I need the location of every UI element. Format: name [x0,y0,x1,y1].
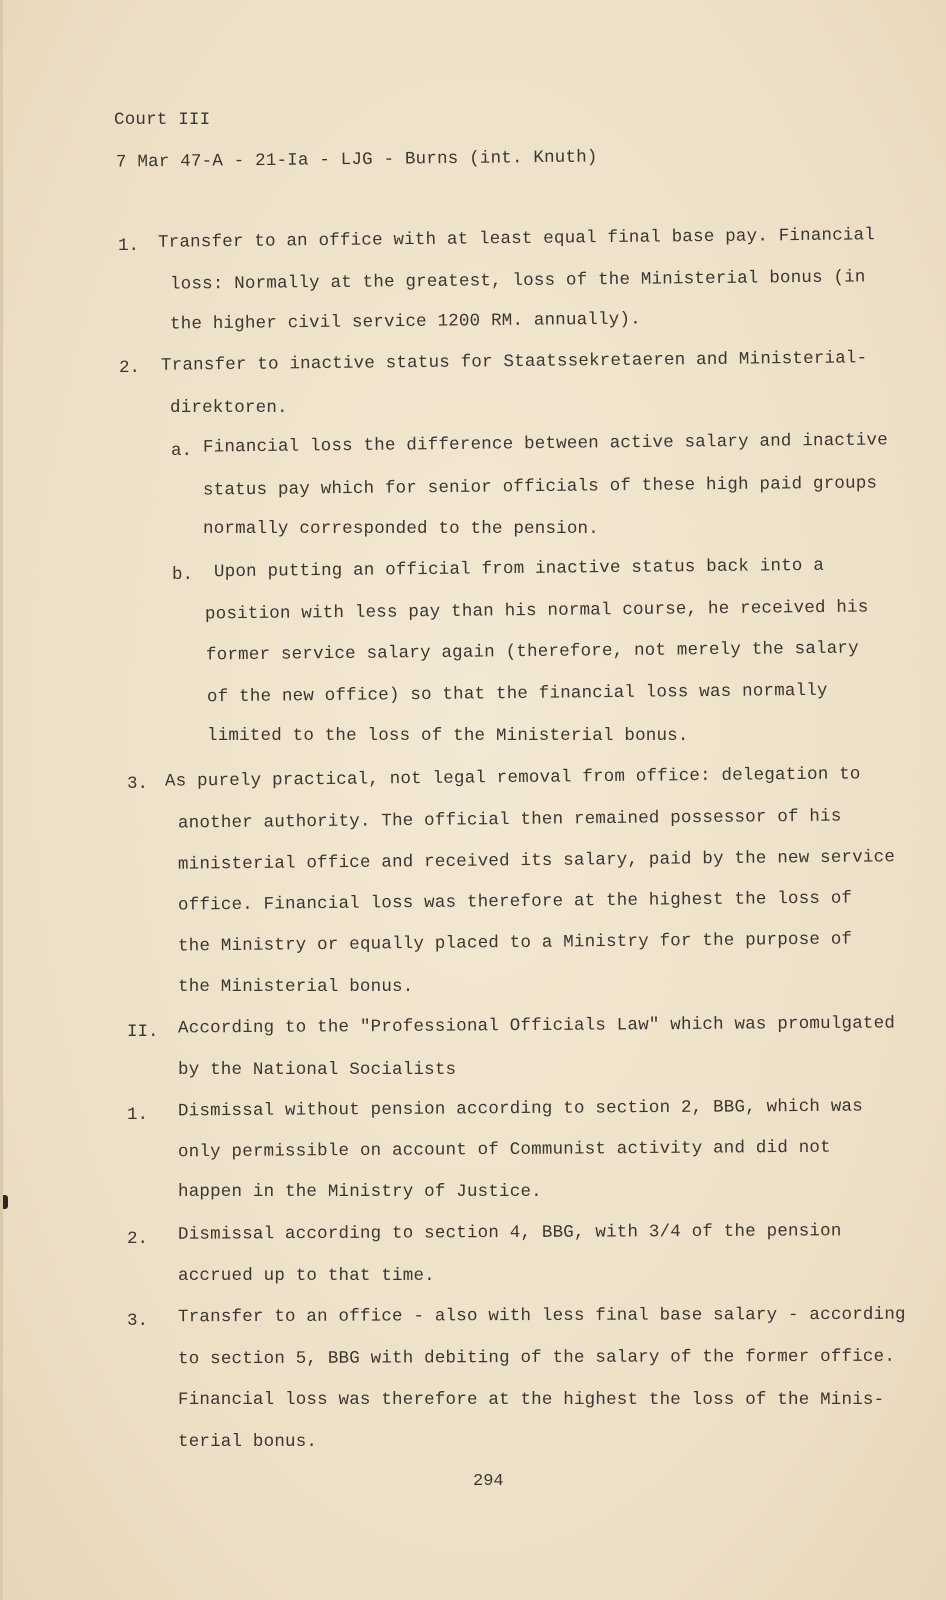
item-line: office. Financial loss was therefore at the highest the loss of [177,888,853,916]
item-line: of the new office) so that the financial loss was normally [206,680,828,708]
item-line: the higher civil service 1200 RM. annually). [169,309,641,335]
item-letter: b. [172,565,194,585]
item-number: 3. [127,774,149,794]
item-letter: a. [171,441,193,461]
item-line: by the National Socialists [178,1060,457,1080]
item-line: As purely practical, not legal removal from office: delegation to [164,764,861,792]
item-line: to section 5, BBG with debiting of the salary of the former office. [177,1346,896,1370]
item-line: direktoren. [170,398,288,418]
item-number: 3. [127,1311,149,1331]
court-heading: Court III [114,110,211,130]
item-line: the Ministry or equally placed to a Ministry for the purpose of [177,929,853,957]
binding-mark [3,1195,8,1209]
section-number: II. [127,1022,159,1042]
item-line: Financial loss was therefore at the highest the loss of the Minis- [178,1390,885,1410]
item-number: 1. [127,1105,149,1125]
item-line: Transfer to inactive status for Staatssekretaeren and Ministerial- [160,348,868,376]
item-line: normally corresponded to the pension. [203,519,599,539]
item-line: Transfer to an office with at least equal final base pay. Financial [157,225,876,253]
item-line: According to the "Professional Officials Law" which was promulgated [177,1013,896,1039]
item-line: ministerial office and received its salary, paid by the new service [177,847,896,875]
session-reference: 7 Mar 47-A - 21-Ia - LJG - Burns (int. Knuth) [115,147,598,173]
page-number: 294 [473,1472,504,1491]
item-line: Financial loss the difference between active salary and inactive [202,430,889,458]
item-line: limited to the loss of the Ministerial bonus. [207,726,689,746]
item-line: only permissible on account of Communist activity and did not [177,1137,831,1163]
item-line: position with less pay than his normal course, he received his [204,597,869,625]
item-number: 2. [119,358,141,378]
item-number: 2. [127,1229,149,1249]
item-line: another authority. The official then remained possessor of his [177,806,842,834]
item-line: the Ministerial bonus. [178,977,414,997]
item-line: terial bonus. [178,1432,318,1452]
item-line: Transfer to an office - also with less final base salary - according [177,1304,906,1328]
item-line: Dismissal according to section 4, BBG, with 3/4 of the pension [177,1221,842,1245]
item-line: status pay which for senior officials of these high paid groups [202,473,878,501]
item-line: happen in the Ministry of Justice. [178,1182,542,1202]
item-line: former service salary again (therefore, not merely the salary [205,638,859,666]
item-number: 1. [118,236,140,256]
item-line: accrued up to that time. [178,1266,435,1286]
item-line: loss: Normally at the greatest, loss of the Ministerial bonus (in [169,267,866,295]
item-line: Dismissal without pension according to section 2, BBG, which was [177,1096,863,1122]
item-line: Upon putting an official from inactive status back into a [213,555,825,583]
